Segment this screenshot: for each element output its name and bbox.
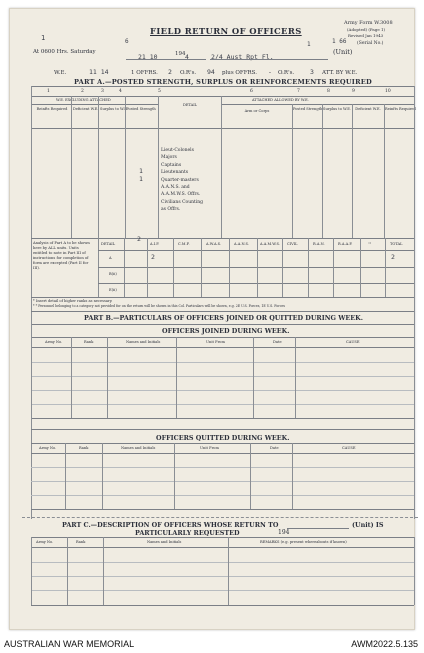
corner-mark: 1 bbox=[41, 34, 46, 42]
col-num-1: 1 bbox=[47, 89, 50, 94]
detail-label: DETAIL bbox=[101, 242, 116, 246]
detail-ait-top: 2 bbox=[137, 235, 141, 243]
col-head-9: Deficient W.E. bbox=[355, 107, 381, 111]
quitted-head-cause: CAUSE bbox=[342, 446, 356, 450]
svc-total: TOTAL bbox=[390, 242, 403, 246]
quitted-head-army-no: Army No. bbox=[39, 446, 57, 450]
detail-ait-a: 2 bbox=[151, 253, 155, 261]
part-b-title: PART B.—PARTICULARS OF OFFICERS JOINED OR QUITTED DURING WEEK. bbox=[84, 314, 363, 322]
plus-offrs-value: - bbox=[268, 68, 272, 76]
joined-head-date: Date bbox=[273, 340, 282, 344]
ors-value: 94 bbox=[207, 68, 215, 76]
analysis-note: Analysis of Part A to be shown here by ALL units. Units entitled to note in Part III of instructions for completion of form are excepted (Part II for III). bbox=[33, 241, 90, 270]
part-c-requested: PARTICULARLY REQUESTED bbox=[135, 529, 240, 537]
detail-row-eiii: E(ii) bbox=[109, 288, 117, 292]
part-a-title: PART A.—POSTED STRENGTH, SURPLUS OR REINFORCEMENTS REQUIRED bbox=[74, 78, 372, 86]
svc-awas: A.W.A.S. bbox=[206, 242, 222, 246]
joined-head-army-no: Army No. bbox=[45, 340, 63, 344]
joined-head-name: Names and Initials bbox=[126, 340, 161, 344]
corner-mark-2: 1 bbox=[307, 41, 311, 48]
att-by-label: ATT. BY W.E. bbox=[322, 70, 358, 76]
part-c-title: PART C.—DESCRIPTION OF OFFICERS WHOSE RETURN TO bbox=[62, 521, 279, 529]
col-head-10: Reinfts Required bbox=[385, 107, 416, 111]
joined-head-rank: Rank bbox=[84, 340, 94, 344]
serial-no-label: (Serial No.) bbox=[357, 41, 384, 46]
c-head-army-no: Army No. bbox=[36, 540, 54, 544]
svc-cmf: C.M.F. bbox=[178, 242, 190, 246]
col-head-1: Reinfts Required bbox=[36, 107, 68, 111]
quitted-head-unit: Unit From bbox=[200, 446, 219, 450]
rank-quarter-masters: Quarter-masters bbox=[161, 177, 199, 183]
year-label: 194 bbox=[175, 51, 186, 57]
col-num-7: 7 bbox=[297, 89, 300, 94]
svc-ait: A.I.F. bbox=[150, 242, 160, 246]
unit-label: (Unit) bbox=[333, 48, 353, 56]
svc-blank: "" bbox=[368, 242, 372, 246]
archive-name: AUSTRALIAN WAR MEMORIAL bbox=[4, 639, 135, 649]
svc-civil: CIVIL bbox=[287, 242, 298, 246]
quitted-head-date: Date bbox=[270, 446, 279, 450]
quitted-head-rank: Rank bbox=[79, 446, 89, 450]
joined-head-cause: CAUSE bbox=[346, 340, 360, 344]
rank-as-offrs: as Offrs. bbox=[161, 207, 181, 213]
rank-civilians: Civilians Counting bbox=[161, 199, 204, 205]
detail-total-a: 2 bbox=[391, 253, 395, 261]
c-head-rank: Rank bbox=[76, 540, 86, 544]
offrs-label: 1 OFFRS. bbox=[131, 70, 158, 76]
rank-lieut-colonels: Lieut-Colonels bbox=[161, 148, 194, 153]
unit-value: 2/4 Aust Rpt Fl. bbox=[211, 53, 274, 61]
rank-list bbox=[161, 147, 203, 214]
we-excluding-header: W.E. EXCLUDING ATTACHED bbox=[56, 98, 111, 102]
detail-row-bii: B(ii) bbox=[109, 272, 117, 276]
officers-joined-title: OFFICERS JOINED DURING WEEK. bbox=[162, 327, 290, 335]
year-value: 4 bbox=[185, 53, 189, 61]
svc-aans: A.A.N.S. bbox=[234, 242, 250, 246]
rank-aans: A.A.N.S. and bbox=[161, 185, 190, 191]
day-mark: 6 bbox=[125, 38, 129, 45]
date-value: 21 10 bbox=[138, 53, 158, 61]
attached-allowed-header: ATTACHED ALLOWED BY W.E. bbox=[252, 98, 309, 102]
col-num-8: 8 bbox=[327, 89, 330, 94]
col-head-5: DETAIL bbox=[182, 103, 198, 107]
col-num-9: 9 bbox=[352, 89, 355, 94]
svc-aamws: A.A.M.W.S. bbox=[260, 242, 280, 246]
plus-offrs-label: plus OFFRS. bbox=[222, 70, 257, 76]
form-revised: Revised Jan 1943 bbox=[348, 33, 384, 38]
c-head-name: Names and Initials bbox=[147, 540, 182, 544]
posted-strength-values bbox=[139, 167, 143, 183]
col-num-6: 6 bbox=[250, 89, 253, 94]
col-head-4: Posted Strength bbox=[126, 107, 156, 111]
col-num-10: 10 bbox=[385, 89, 391, 94]
posted-captains: 1 bbox=[139, 167, 143, 175]
ors-label-2: O.R's. bbox=[278, 70, 295, 76]
ors-label: O.R's. bbox=[180, 70, 197, 76]
quitted-head-name: Names and Initials bbox=[121, 446, 156, 450]
serial-no-value: 1 66 bbox=[332, 38, 347, 45]
we-offrs-value: 11 14 bbox=[89, 68, 109, 76]
officers-quitted-title: OFFICERS QUITTED DURING WEEK. bbox=[156, 434, 290, 442]
col-head-2: Deficient W.E. bbox=[73, 107, 99, 111]
form-number: Army Form W.3008 bbox=[344, 20, 393, 26]
form-adopted: (Adopted) (Page 1) bbox=[347, 27, 386, 32]
col-num-4: 4 bbox=[119, 89, 122, 94]
col-num-5: 5 bbox=[158, 89, 161, 94]
ors-value-2: 3 bbox=[310, 68, 314, 76]
part-c-unit-is: (Unit) IS bbox=[352, 521, 384, 529]
c-head-remarks: REMARKS (e.g. present whereabouts if known) bbox=[260, 540, 347, 544]
posted-lieutenants: 1 bbox=[139, 175, 143, 183]
svc-ran: R.A.N. bbox=[313, 242, 325, 246]
we-label: W.E. bbox=[54, 70, 67, 76]
form-sheet bbox=[9, 8, 415, 630]
col-head-8: Surplus to W.E. bbox=[323, 107, 351, 111]
archive-footer bbox=[0, 632, 424, 653]
col-head-6: Arm or Corps bbox=[244, 109, 270, 113]
col-head-7: Posted Strength bbox=[293, 107, 323, 111]
archive-reference: AWM2022.5.135 bbox=[351, 639, 418, 649]
footnote-2: * * Personnel belonging to a category not provided for on the return will be shown in this Col. Particulars will be shown, e.g. 2E U.S. Forces, 1E U.S. Forces bbox=[33, 304, 286, 308]
col-num-3: 3 bbox=[101, 89, 104, 94]
col-num-2: 2 bbox=[81, 89, 84, 94]
rank-majors: Majors bbox=[161, 155, 177, 161]
rank-aamws: A.A.M.W.S. Offrs. bbox=[161, 192, 201, 198]
rank-captains: Captains bbox=[161, 162, 182, 168]
svc-raaf: R.A.A.F. bbox=[338, 242, 353, 246]
form-title: FIELD RETURN OF OFFICERS bbox=[150, 26, 302, 36]
time-label: At 0600 Hrs. Saturday bbox=[33, 49, 96, 55]
footnote-1: * Insert detail of higher ranks as necessary. bbox=[33, 299, 113, 303]
offrs-value: 2 bbox=[168, 68, 172, 76]
col-head-3: Surplus to W.E. bbox=[100, 107, 128, 111]
joined-head-unit: Unit From bbox=[206, 340, 225, 344]
part-c-year: 194 bbox=[278, 529, 290, 536]
rank-lieutenants: Lieutenants bbox=[161, 170, 189, 176]
detail-row-a: A bbox=[109, 256, 112, 260]
